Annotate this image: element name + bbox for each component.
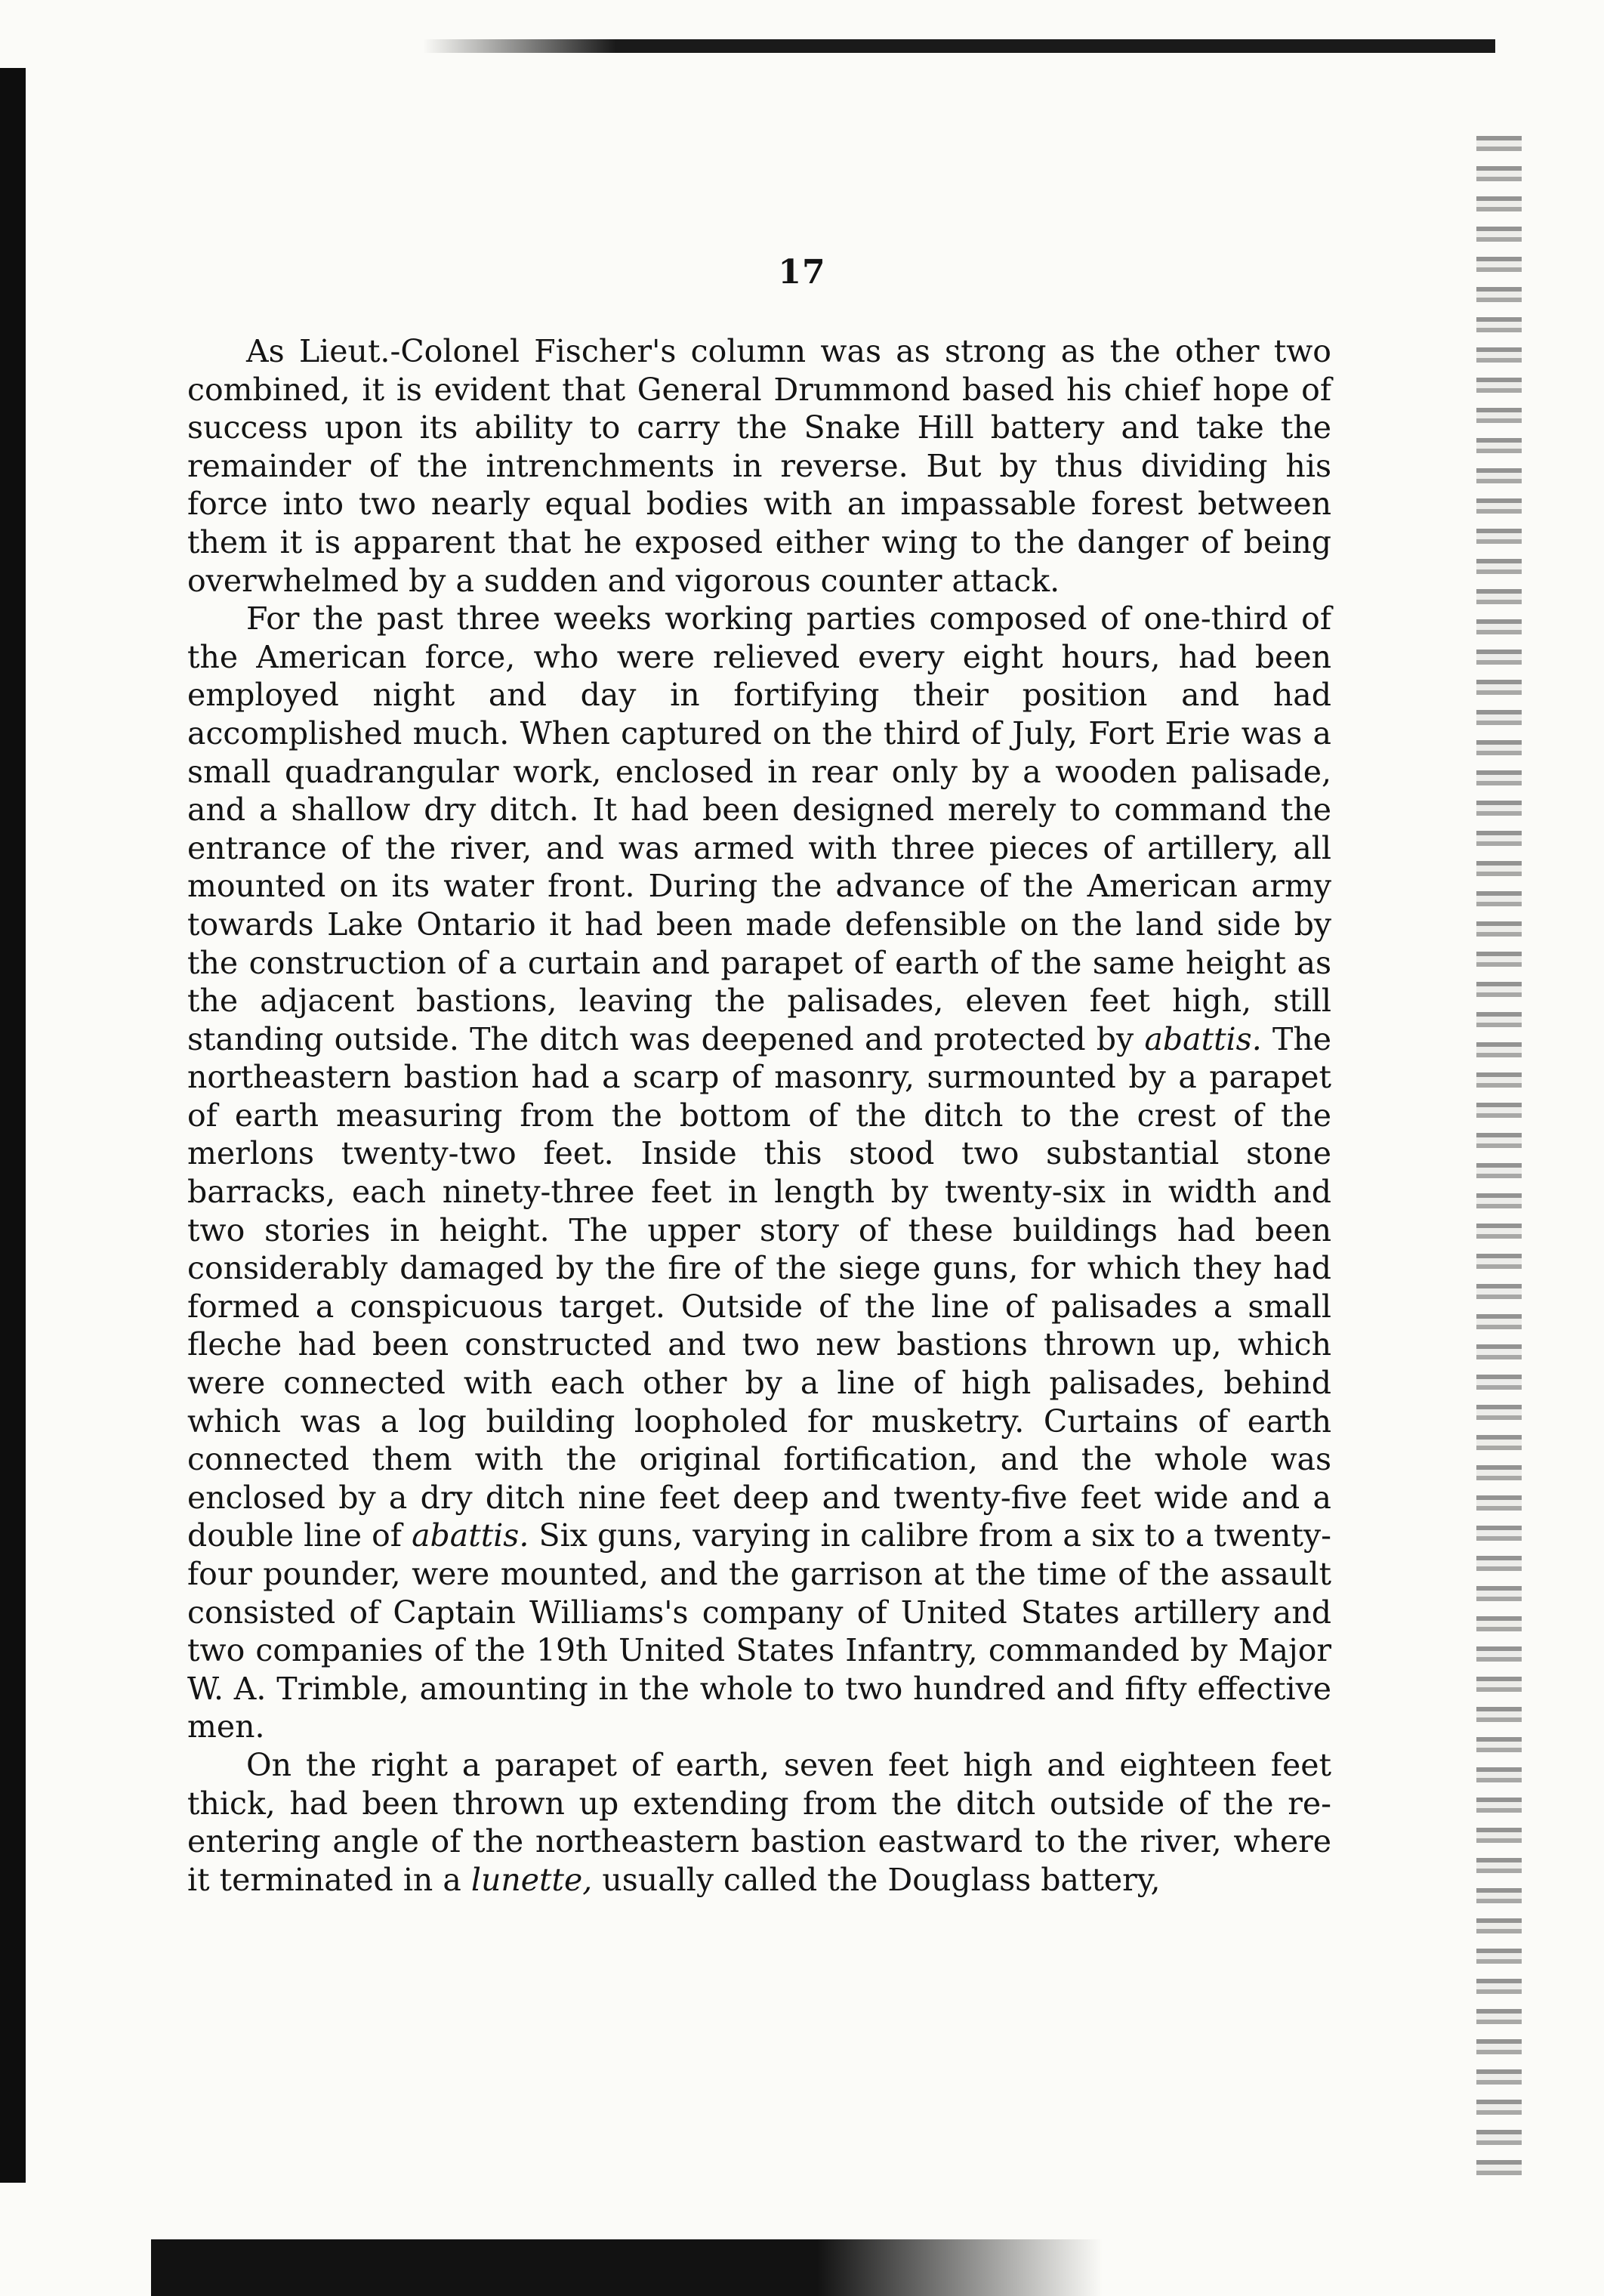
scan-border-bottom bbox=[151, 2239, 1103, 2296]
body-text bbox=[187, 332, 1331, 1899]
scan-border-top bbox=[423, 39, 1495, 53]
text-run: usually called the Douglass battery, bbox=[592, 1861, 1161, 1898]
scan-border-right bbox=[1476, 136, 1522, 2190]
page-number: 17 bbox=[778, 253, 826, 292]
italic-term: lunette, bbox=[470, 1861, 593, 1898]
text-run: Six guns, varying in calibre from a six to a twenty-four pounder, were mounted, and the garrison at the time of the assault consisted of Captain Williams's company of United States artillery and two companies of the 19th United States Infantry, commanded by Major W. A. Trimble, amounting in the whole to two hundred and fifty effective men. bbox=[187, 1517, 1331, 1745]
scan-border-left bbox=[0, 68, 26, 2183]
text-run: The northeastern bastion had a scarp of masonry, surmounted by a parapet of earth measuring from the bottom of the ditch to the crest of the merlons twenty-two feet. Inside this stood two substantial stone barracks, each ninety-three feet in length by twenty-six in width and two stories in height. The upper story of these buildings had been considerably damaged by the fire of the siege guns, for which they had formed a conspicuous target. Outside of the line of palisades a small fleche had been constructed and two new bastions thrown up, which were connected with each other by a line of high palisades, behind which was a log building loopholed for musketry. Curtains of earth connected them with the original fortification, and the whole was enclosed by a dry ditch nine feet deep and twenty-five feet wide and a double line of bbox=[187, 1020, 1331, 1554]
text-run: As Lieut.-Colonel Fischer's column was as strong as the other two combined, it is evident that General Drummond based his chief hope of success upon its ability to carry the Snake Hill battery and take the remainder of the intrenchments in reverse. But by thus dividing his force into two nearly equal bodies with an impassable forest between them it is apparent that he exposed either wing to the danger of being overwhelmed by a sudden and vigorous counter attack. bbox=[187, 333, 1331, 599]
italic-term: abattis. bbox=[1144, 1020, 1262, 1057]
paragraph-3 bbox=[187, 1746, 1331, 1899]
paragraph-2 bbox=[187, 600, 1331, 1746]
paragraph-1 bbox=[187, 332, 1331, 600]
text-run: On the right a parapet of earth, seven feet high and eighteen feet thick, had been thrown up extending from the ditch outside of the re-entering angle of the northeastern bastion eastward to the river, where it terminated in a bbox=[187, 1746, 1331, 1898]
italic-term: abattis. bbox=[412, 1517, 529, 1554]
text-run: For the past three weeks working parties composed of one-third of the American force, who were relieved every eight hours, had been employed night and day in fortifying their position and had accomplished much. When captured on the third of July, Fort Erie was a small quadrangular work, enclosed in rear only by a wooden palisade, and a shallow dry ditch. It had been designed merely to command the entrance of the river, and was armed with three pieces of artillery, all mounted on its water front. During the advance of the American army towards Lake Ontario it had been made defensible on the land side by the construction of a curtain and parapet of earth of the same height as the adjacent bastions, leaving the palisades, eleven feet high, still standing outside. The ditch was deepened and protected by bbox=[187, 600, 1331, 1057]
